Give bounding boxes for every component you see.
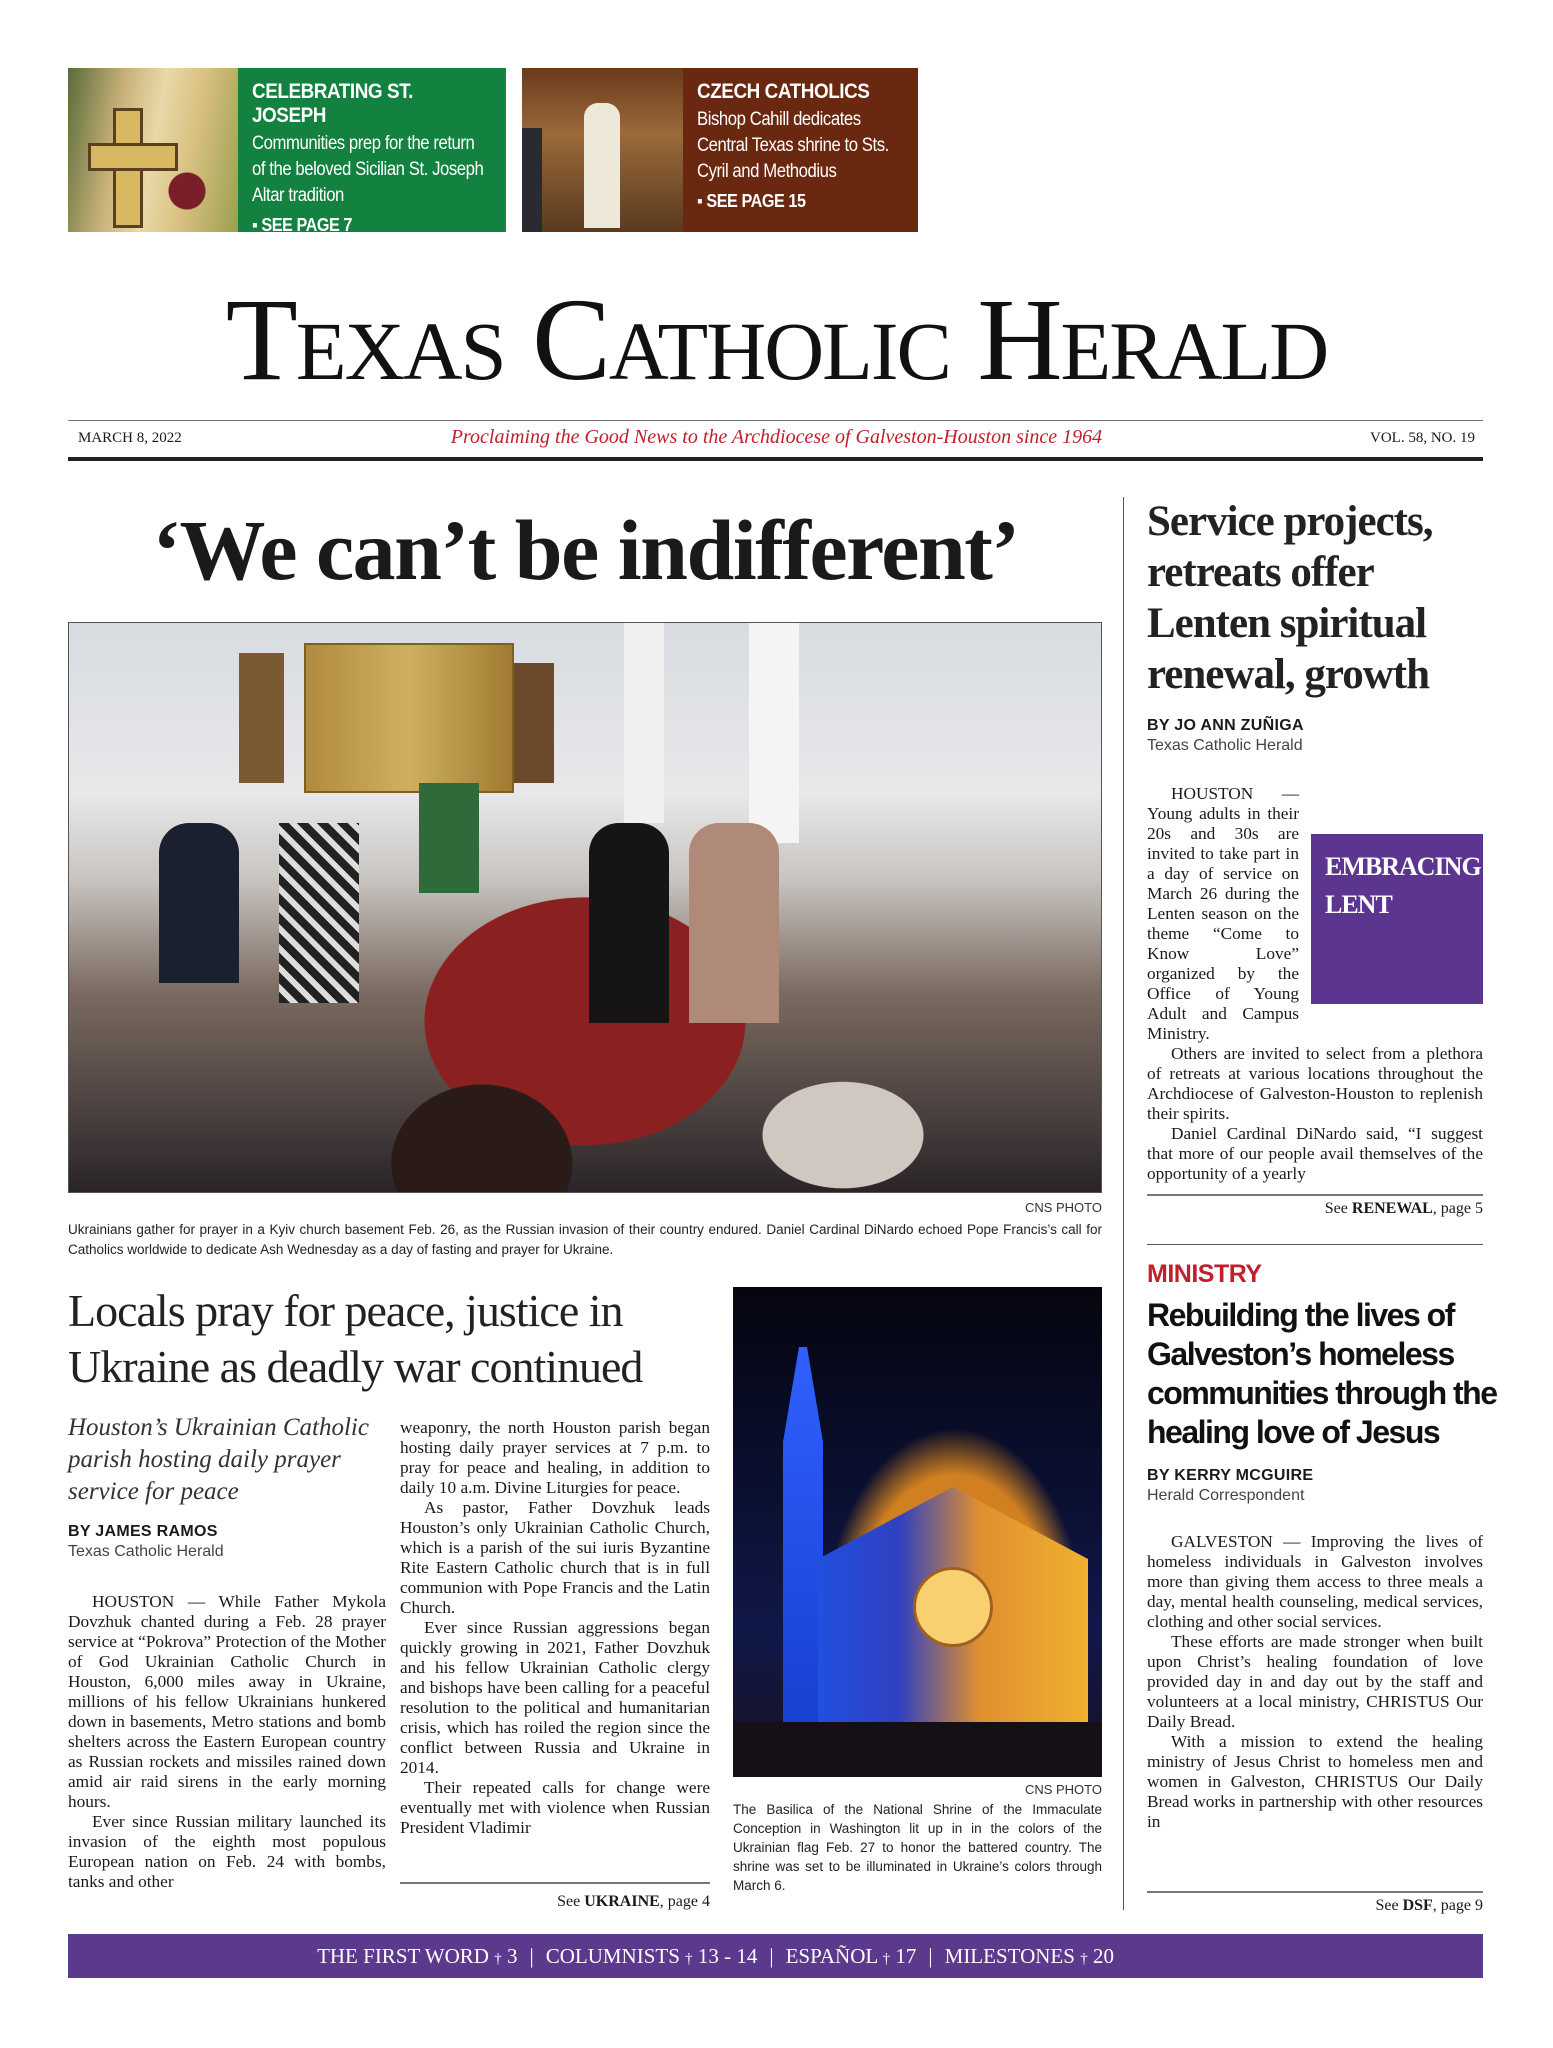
promo-see-page[interactable]: ▪ SEE PAGE 7: [252, 215, 352, 235]
index-item-milestones[interactable]: [945, 1944, 1114, 1969]
dateline-bottom-rule: [68, 457, 1483, 461]
bishop-photo: [522, 68, 683, 232]
paragraph: These efforts are made stronger when built upon Christ’s healing foundation of love provided day in and day out by the staff and volunteers at a local ministry, CHRISTUS Our Daily Bread.: [1147, 1632, 1483, 1731]
paragraph: GALVESTON — Improving the lives of homeless individuals in Galveston involves more than giving them access to three meals a day, mental health counseling, medical services, clothing and other social services.: [1147, 1532, 1483, 1631]
jump-prefix: See: [1324, 1200, 1348, 1217]
index-label: COLUMNISTS: [545, 1943, 680, 1968]
index-bar: [68, 1934, 1483, 1978]
ministry-headline: Rebuilding the lives of Galveston’s homeless communities through the healing love of Jesus: [1147, 1297, 1497, 1450]
index-page: 20: [1092, 1943, 1114, 1968]
ministry-byline-org: Herald Correspondent: [1147, 1487, 1305, 1504]
jump-suffix: , page 5: [1432, 1200, 1483, 1217]
paragraph: Others are invited to select from a plethora of retreats at various locations throughout the Archdiocese of Galveston-Houston to replenish their spirits.: [1147, 1044, 1483, 1123]
ministry-byline: BY KERRY MCGUIRE: [1147, 1467, 1314, 1484]
paragraph: Their repeated calls for change were eventually met with violence when Russian President Vladimir: [400, 1778, 710, 1837]
shrine-photo: [733, 1287, 1102, 1777]
ukraine-body-col2: [400, 1418, 710, 1878]
dagger-icon: †: [1080, 1950, 1088, 1967]
column-divider: [1123, 497, 1124, 1910]
volume-number: VOL. 58, NO. 19: [1370, 430, 1475, 446]
dagger-icon: †: [685, 1950, 693, 1967]
ukraine-deck: Houston’s Ukrainian Catholic parish hosting daily prayer service for peace: [68, 1414, 369, 1505]
paragraph: weaponry, the north Houston parish began hosting daily prayer services at 7 p.m. to pray for peace and healing, in addition to daily 10 a.m. Divine Liturgies for peace.: [400, 1418, 710, 1497]
lead-photo-caption: Ukrainians gather for prayer in a Kyiv church basement Feb. 26, as the Russian invasion of their country endured. Daniel Cardinal DiNardo echoed Pope Francis’s call for Catholics worldwide to dedicate Ash Wednesday as a day of fasting and prayer for Ukraine.: [68, 1222, 1102, 1257]
renewal-story: [1147, 496, 1487, 1186]
promo-text: [683, 68, 918, 232]
embracing-lent-label: EMBRACING LENT: [1325, 852, 1481, 919]
section-rule: [1147, 1244, 1483, 1245]
ukraine-headline: Locals pray for peace, justice in Ukraine as deadly war continued: [68, 1285, 643, 1392]
paragraph: Ever since Russian military launched its invasion of the eighth most populous European nation on Feb. 24 with bombs, tanks and other: [68, 1812, 386, 1891]
ukraine-byline: BY JAMES RAMOS: [68, 1523, 218, 1540]
index-page: 13 - 14: [697, 1943, 758, 1968]
jump-word: UKRAINE: [584, 1893, 660, 1910]
ukraine-jump-link[interactable]: [400, 1893, 710, 1911]
index-item-first-word[interactable]: [317, 1944, 517, 1969]
index-item-espanol[interactable]: [786, 1944, 917, 1969]
paragraph: HOUSTON — Young adults in their 20s and 30s are invited to take part in a day of service on March 26 during the Lenten season on the theme “Come to Know Love” organized by the Office of Young Adult and Campus Ministry.: [1147, 784, 1299, 1043]
paragraph: With a mission to extend the healing ministry of Jesus Christ to homeless men and women in Galveston, CHRISTUS Our Daily Bread works in partnership with other resources in: [1147, 1732, 1483, 1831]
paragraph: As pastor, Father Dovzhuk leads Houston’s only Ukrainian Catholic Church, which is a parish of the sui iuris Byzantine Rite Eastern Catholic church that is in full communion with Pope Francis and the Latin Church.: [400, 1498, 710, 1617]
index-label: ESPAÑOL: [785, 1943, 878, 1968]
promo-kicker: CELEBRATING ST. JOSEPH: [252, 80, 413, 127]
masthead-title: Texas Catholic Herald: [225, 274, 1328, 405]
lead-headline: ‘We can’t be indifferent’: [152, 502, 1019, 598]
ukraine-body-col1: [68, 1592, 386, 1920]
dateline-top-rule: [68, 420, 1483, 421]
jump-suffix: , page 4: [659, 1893, 710, 1910]
dagger-icon: †: [882, 1950, 891, 1967]
promo-text: [238, 68, 506, 235]
renewal-headline: Service projects, retreats offer Lenten spiritual renewal, growth: [1147, 498, 1433, 698]
renewal-byline: BY JO ANN ZUÑIGA: [1147, 717, 1304, 734]
ukraine-left-column: [68, 1412, 386, 1920]
ministry-story: [1147, 1258, 1499, 1883]
index-page: 3: [506, 1943, 518, 1968]
altar-photo: [68, 68, 238, 232]
ministry-body: [1147, 1532, 1483, 1883]
promo-dek: Bishop Cahill dedicates Central Texas shrine to Sts. Cyril and Methodius: [697, 109, 889, 182]
promo-see-page[interactable]: ▪ SEE PAGE 15: [697, 191, 806, 211]
ukraine-byline-org: Texas Catholic Herald: [68, 1543, 224, 1560]
paragraph: Ever since Russian aggressions began quickly growing in 2021, Father Dovzhuk and his fellow Ukrainian Catholic clergy and bishops have been calling for a peaceful resolution to the political and humanitarian crisis, which has roiled the region since the conflict between Russia and Ukraine in 2014.: [400, 1618, 710, 1777]
jump-prefix: See: [557, 1893, 581, 1910]
promo-dek: Communities prep for the return of the beloved Sicilian St. Joseph Altar tradition: [252, 133, 484, 206]
shrine-photo-credit: CNS PHOTO: [1024, 1782, 1102, 1797]
tagline: Proclaiming the Good News to the Archdiocese of Galveston-Houston since 1964: [450, 426, 1103, 448]
paragraph: HOUSTON — While Father Mykola Dovzhuk chanted during a Feb. 28 prayer service at “Pokrova” Protection of the Mother of God Ukrainian Catholic Church in Houston, 6,000 miles away in Ukraine, millions of his fellow Ukrainians hunkered down in basements, Metro stations and bomb shelters across the Eastern European country as Russian rockets and missiles rained down amid air raid sirens in the early morning hours.: [68, 1592, 386, 1811]
shrine-photo-caption: The Basilica of the National Shrine of the Immaculate Conception in Washington lit up in in the colors of the Ukrainian flag Feb. 27 to honor the battered country. The shrine was set to be illuminated in Ukraine’s colors through March 6.: [733, 1802, 1102, 1893]
promo-czech-catholics[interactable]: [522, 68, 918, 232]
dagger-icon: †: [494, 1950, 502, 1967]
jump-suffix: , page 9: [1432, 1897, 1483, 1914]
separator: |: [769, 1943, 774, 1968]
renewal-jump-link[interactable]: [1147, 1200, 1483, 1218]
index-label: MILESTONES: [944, 1943, 1075, 1968]
separator: |: [529, 1943, 534, 1968]
ukraine-jump-rule: [400, 1882, 710, 1884]
separator: |: [928, 1943, 933, 1968]
lead-photo-credit: CNS PHOTO: [1024, 1200, 1102, 1215]
index-label: THE FIRST WORD: [317, 1943, 489, 1968]
promo-st-joseph[interactable]: [68, 68, 506, 235]
paragraph: Daniel Cardinal DiNardo said, “I suggest that more of our people avail themselves of the opportunity of a yearly: [1147, 1124, 1483, 1183]
kyiv-prayer-photo: [68, 622, 1102, 1193]
renewal-byline-org: Texas Catholic Herald: [1147, 737, 1303, 754]
jump-prefix: See: [1375, 1897, 1399, 1914]
issue-date: MARCH 8, 2022: [78, 430, 182, 446]
promo-kicker: CZECH CATHOLICS: [697, 80, 870, 103]
embracing-lent-box[interactable]: [1311, 834, 1483, 1004]
index-page: 17: [895, 1943, 917, 1968]
ministry-jump-rule: [1147, 1891, 1483, 1893]
jump-word: RENEWAL: [1351, 1200, 1433, 1217]
renewal-jump-rule: [1147, 1194, 1483, 1196]
index-item-columnists[interactable]: [546, 1944, 758, 1969]
ministry-jump-link[interactable]: [1147, 1897, 1483, 1915]
renewal-body: [1147, 784, 1483, 1186]
jump-word: DSF: [1402, 1897, 1433, 1914]
ministry-section-label: MINISTRY: [1147, 1260, 1262, 1288]
